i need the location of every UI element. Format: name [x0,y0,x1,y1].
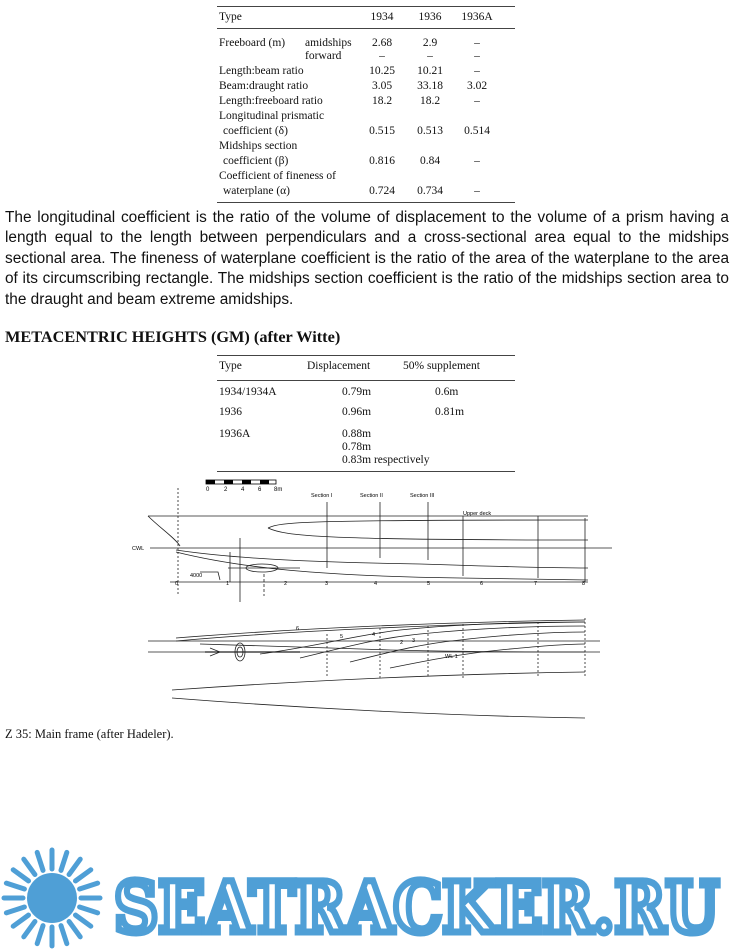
station-number: 0 [175,581,179,587]
seatracker-watermark [0,840,734,951]
cwl-label: CWL [132,546,145,552]
scale-label: 2 [224,487,228,493]
table-bottom-rule [217,202,515,203]
row-label: waterplane (α) [223,185,291,197]
cell-1936: 10.21 [417,65,443,77]
sun-ray [75,915,90,926]
gm-table-bottom-rule [217,471,515,472]
sun-ray [24,859,35,874]
table-row [217,124,515,138]
header-1936a: 1936A [461,11,493,23]
cell-1934: 2.68 [371,37,393,49]
section-heading: METACENTRIC HEIGHTS (GM) (after Witte) [5,327,341,346]
table-row [217,139,515,153]
scale-label: 0 [206,487,210,493]
dimension-label: 4000 [190,573,203,579]
sun-ray [75,870,90,881]
row-label: Midships section [219,140,298,152]
row-label: Coefficient of fineness of [219,170,336,182]
station-number: 3 [325,581,329,587]
cell-1936a: – [474,37,480,49]
table-header-row [217,10,515,24]
main-frame-drawing [0,478,734,728]
waterline-label: 2 [400,640,404,646]
body-paragraph: The longitudinal coefficient is the ratio of the volume of displacement to the volume of a prism having a length equal to the length between perpendiculars and a cross-sectional area equal to the midships sectional area. The fineness of waterplane coefficient is the ratio of the area of the waterplane to the area of its circumscribing rectangle. The midships section coefficient is the ratio of the midships section area to the draught and beam extreme amidships. [5,209,729,308]
sun-ray [6,907,24,913]
sun-ray [24,921,35,936]
cell-1934: 0.724 [369,185,395,197]
sun-ray [37,852,43,870]
header-1934: 1934 [370,11,394,23]
sun-ray [13,915,28,926]
table-row [217,169,515,183]
row-label: Beam:draught ratio [219,80,309,92]
cell-1936: 18.2 [419,95,441,107]
gm-table-top-rule [217,355,515,356]
sun-ray [69,921,80,936]
cell-1934: 0.515 [369,125,395,137]
sun-ray [80,883,98,889]
header-type: Type [219,11,242,23]
watermark-text: SEATRACKER.RU [114,866,719,949]
table-top-rule [217,6,515,7]
gm-extra-line: 0.78m [342,441,372,453]
gm-row-supp: 0.6m [435,386,459,398]
row-label: coefficient (δ) [223,125,288,137]
table-header-rule [217,28,515,29]
scale-bar [206,480,282,493]
sun-ray [61,852,67,870]
cell-1936a: – [474,185,480,197]
gm-row-disp: 0.96m [342,406,372,418]
sun-ray [80,907,98,913]
cell-1934: 3.05 [371,80,393,92]
waterline-label: 6 [296,626,300,632]
cell-1934: – [379,50,385,62]
station-number: 2 [284,581,288,587]
gm-header-rule [217,380,515,381]
header-1936: 1936 [418,11,442,23]
cell-1936a: – [474,65,480,77]
sun-ray [69,859,80,874]
section-label: Section II [360,493,383,499]
cell-1936a: 0.514 [464,125,490,137]
cell-1936: 0.513 [417,125,443,137]
gm-row-type: 1936 [219,406,242,418]
row-label: Longitudinal prismatic [219,110,325,122]
sun-ray [61,926,67,944]
gm-row-disp: 0.88m [342,428,372,440]
station-number: 7 [534,581,538,587]
row-label: Length:freeboard ratio [219,95,323,107]
sun-logo-icon [4,850,100,946]
section-label: Section III [410,493,435,499]
row-label: coefficient (β) [223,155,289,167]
gm-row-type: 1936A [219,428,251,440]
station-number: 6 [480,581,484,587]
cell-1934: 10.25 [369,65,395,77]
scale-label: 6 [258,487,262,493]
scale-label: 8m [274,487,283,493]
cell-1936a: 3.02 [466,80,488,92]
cell-1936: – [427,50,433,62]
profile-view [148,488,612,602]
cell-1936a: – [474,50,480,62]
table-row [217,94,515,108]
waterline-label: 5 [340,634,344,640]
cell-1936: 2.9 [422,37,438,49]
gm-extra-line: 0.83m respectively [342,454,430,466]
table-row [217,49,515,63]
waterline-label: WL 1 [445,654,458,660]
cell-1934: 18.2 [371,95,393,107]
cell-1936a: – [474,155,480,167]
sun-ray [13,870,28,881]
table-row [217,154,515,168]
table-row [217,109,515,123]
gm-row-disp: 0.79m [342,386,372,398]
gm-header-displacement: Displacement [307,360,371,372]
upper-deck-label: Upper deck [463,511,492,517]
waterline-label: 4 [372,632,376,638]
station-number: 8 [582,581,586,587]
cell-1936: 33.18 [417,80,443,92]
gm-header-supplement: 50% supplement [403,360,480,372]
table-row [217,79,515,93]
gm-row-type: 1934/1934A [219,386,277,398]
table-row [217,184,515,198]
cell-1934: 0.816 [369,155,395,167]
cell-1936: 0.734 [417,185,443,197]
cell-1936a: – [474,95,480,107]
row-sublabel: amidships [305,37,352,49]
scale-label: 4 [241,487,245,493]
cell-1936: 0.84 [419,155,441,167]
row-label: Freeboard (m) [219,37,286,49]
station-number: 4 [374,581,378,587]
row-sublabel: forward [305,50,342,62]
figure-caption: Z 35: Main frame (after Hadeler). [5,727,174,741]
station-number: 1 [226,581,230,587]
gm-header-type: Type [219,360,242,372]
table-row [217,64,515,78]
section-label: Section I [311,493,333,499]
waterline-label: 3 [412,638,416,644]
table-row [217,36,515,50]
sun-ray [6,883,24,889]
row-label: Length:beam ratio [219,65,304,77]
sun-ray [37,926,43,944]
gm-row-supp: 0.81m [435,406,465,418]
station-number: 5 [427,581,431,587]
